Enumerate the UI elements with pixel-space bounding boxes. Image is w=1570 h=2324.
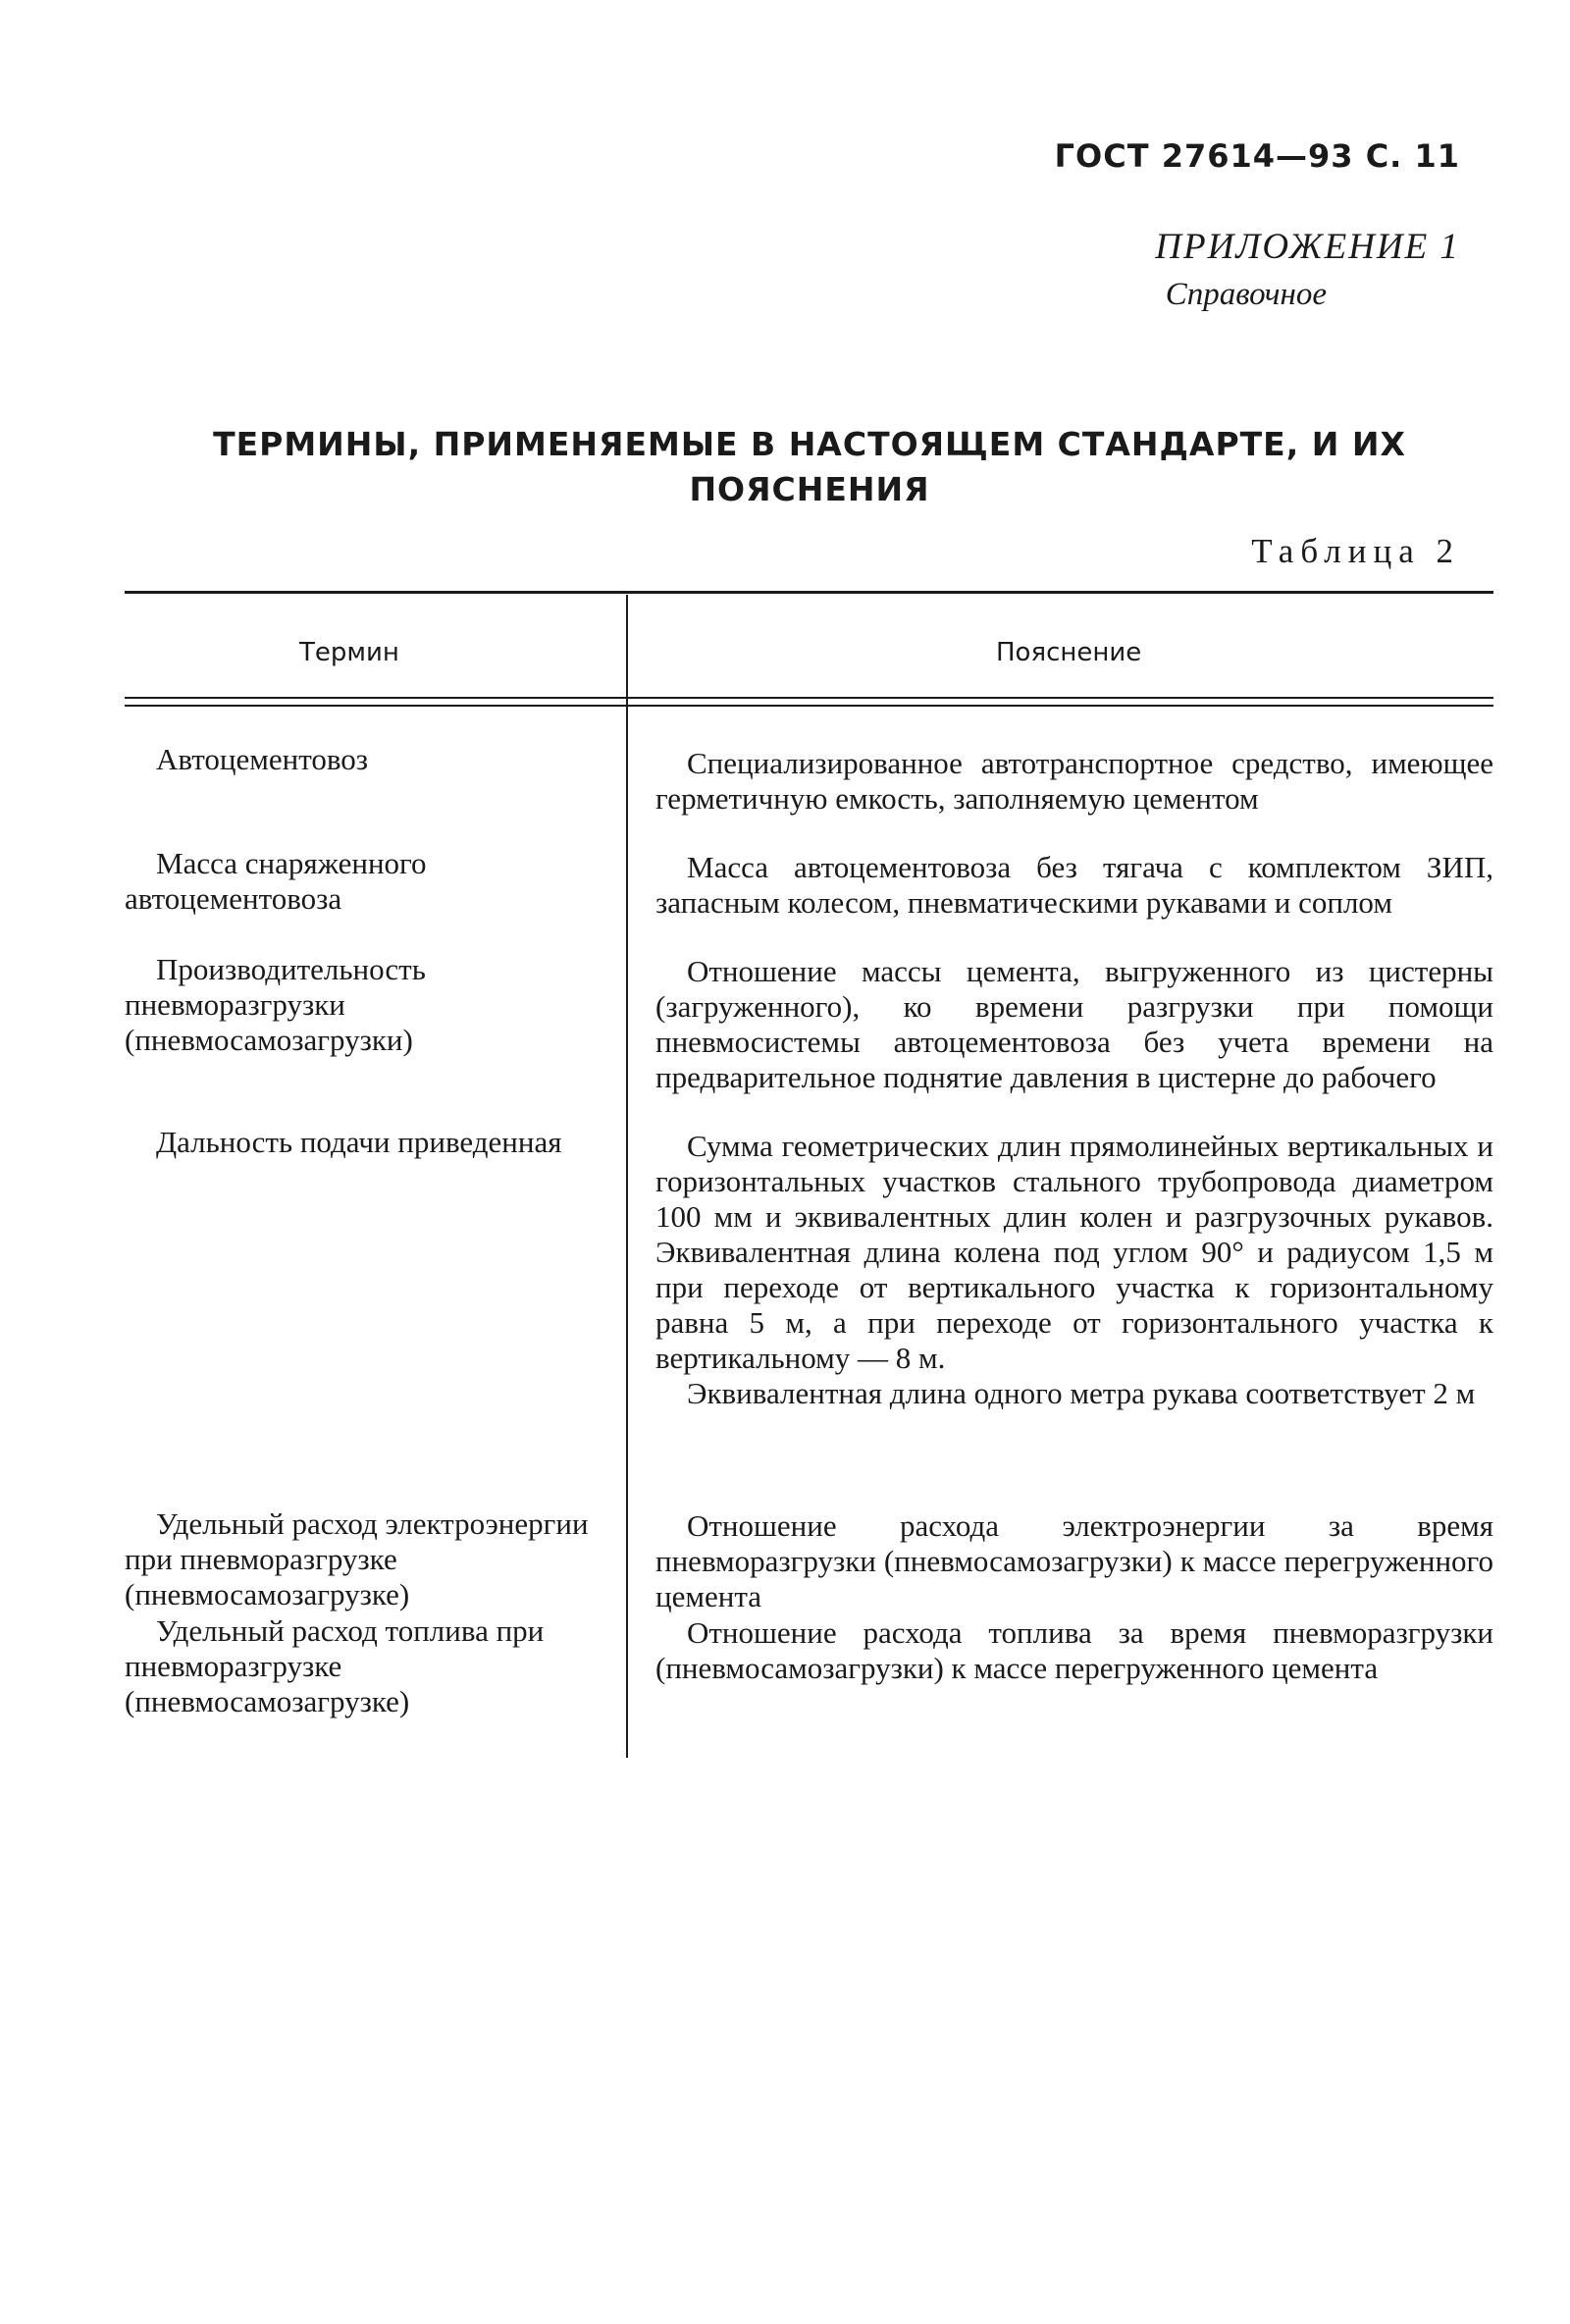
table-row-term (125, 742, 600, 777)
explanation-text: Масса автоцементовоза без тягача с комплектом ЗИП, запасным колесом, пневматическими рукавами и соплом (655, 850, 1493, 920)
term-text: Масса снаряженного автоцементовоза (125, 846, 427, 916)
appendix-type: Справочное (1165, 277, 1327, 312)
explanation-note: Эквивалентная длина одного метра рукава соответствует 2 м (687, 1376, 1476, 1410)
table-row-term (125, 952, 600, 1058)
explanation-text: Отношение массы цемента, выгруженного из цистерны (загруженного), ко времени разгрузки при помощи пневмосистемы автоцементовоза без учета времени на предварительное поднятие давления в цистерне до рабочего (655, 954, 1493, 1094)
document-code: ГОСТ 27614—93 С. 11 (1054, 137, 1460, 175)
term-text: Удельный расход электроэнергии при пневморазгрузке (пневмосамозагрузке) (125, 1506, 589, 1611)
table-row-explanation (655, 1615, 1493, 1686)
explanation-text: Отношение расхода топлива за время пневморазгрузки (пневмосамозагрузки) к массе перегруженного цемента (655, 1615, 1493, 1685)
header-bottom-rule-double (125, 705, 1493, 707)
table-row-term (125, 1613, 600, 1719)
table-label: Таблица 2 (1251, 532, 1460, 570)
column-divider (626, 595, 628, 1758)
term-text: Производительность пневморазгрузки (пневмосамозагрузки) (125, 952, 426, 1057)
column-header-term: Термин (299, 638, 399, 667)
explanation-text: Сумма геометрических длин прямолинейных вертикальных и горизонтальных участков стального трубопровода диаметром 100 мм и эквивалентных длин колен и разгрузочных рукавов. Эквивалентная длина колена под углом 90° и радиусом 1,5 м при переходе от вертикального участка к горизонтальному равна 5 м, а при переходе от горизонтального участка к вертикальному — 8 м. (655, 1129, 1493, 1375)
term-text: Удельный расход топлива при пневморазгрузке (пневмосамозагрузке) (125, 1613, 545, 1718)
explanation-text: Специализированное автотранспортное средство, имеющее герметичную емкость, заполняемую цементом (655, 746, 1493, 816)
table-row-explanation (655, 746, 1493, 817)
term-text: Автоцементовоз (156, 742, 369, 776)
table-row-explanation (655, 954, 1493, 1095)
table-row-explanation (655, 1129, 1493, 1411)
table-row-term (125, 1506, 600, 1612)
header-bottom-rule (125, 697, 1493, 699)
table-row-term (125, 846, 600, 917)
page-title: ТЕРМИНЫ, ПРИМЕНЯЕМЫЕ В НАСТОЯЩЕМ СТАНДАРТЕ, И ИХ ПОЯСНЕНИЯ (213, 425, 1406, 508)
table-row-explanation (655, 1508, 1493, 1614)
table-row-term (125, 1125, 600, 1160)
table-top-rule (125, 591, 1493, 594)
term-text: Дальность подачи приведенная (156, 1125, 562, 1159)
appendix-title: ПРИЛОЖЕНИЕ 1 (1155, 227, 1460, 267)
column-header-explanation: Пояснение (996, 638, 1142, 667)
explanation-text: Отношение расхода электроэнергии за время пневморазгрузки (пневмосамозагрузки) к массе перегруженного цемента (655, 1508, 1493, 1613)
table-row-explanation (655, 850, 1493, 921)
